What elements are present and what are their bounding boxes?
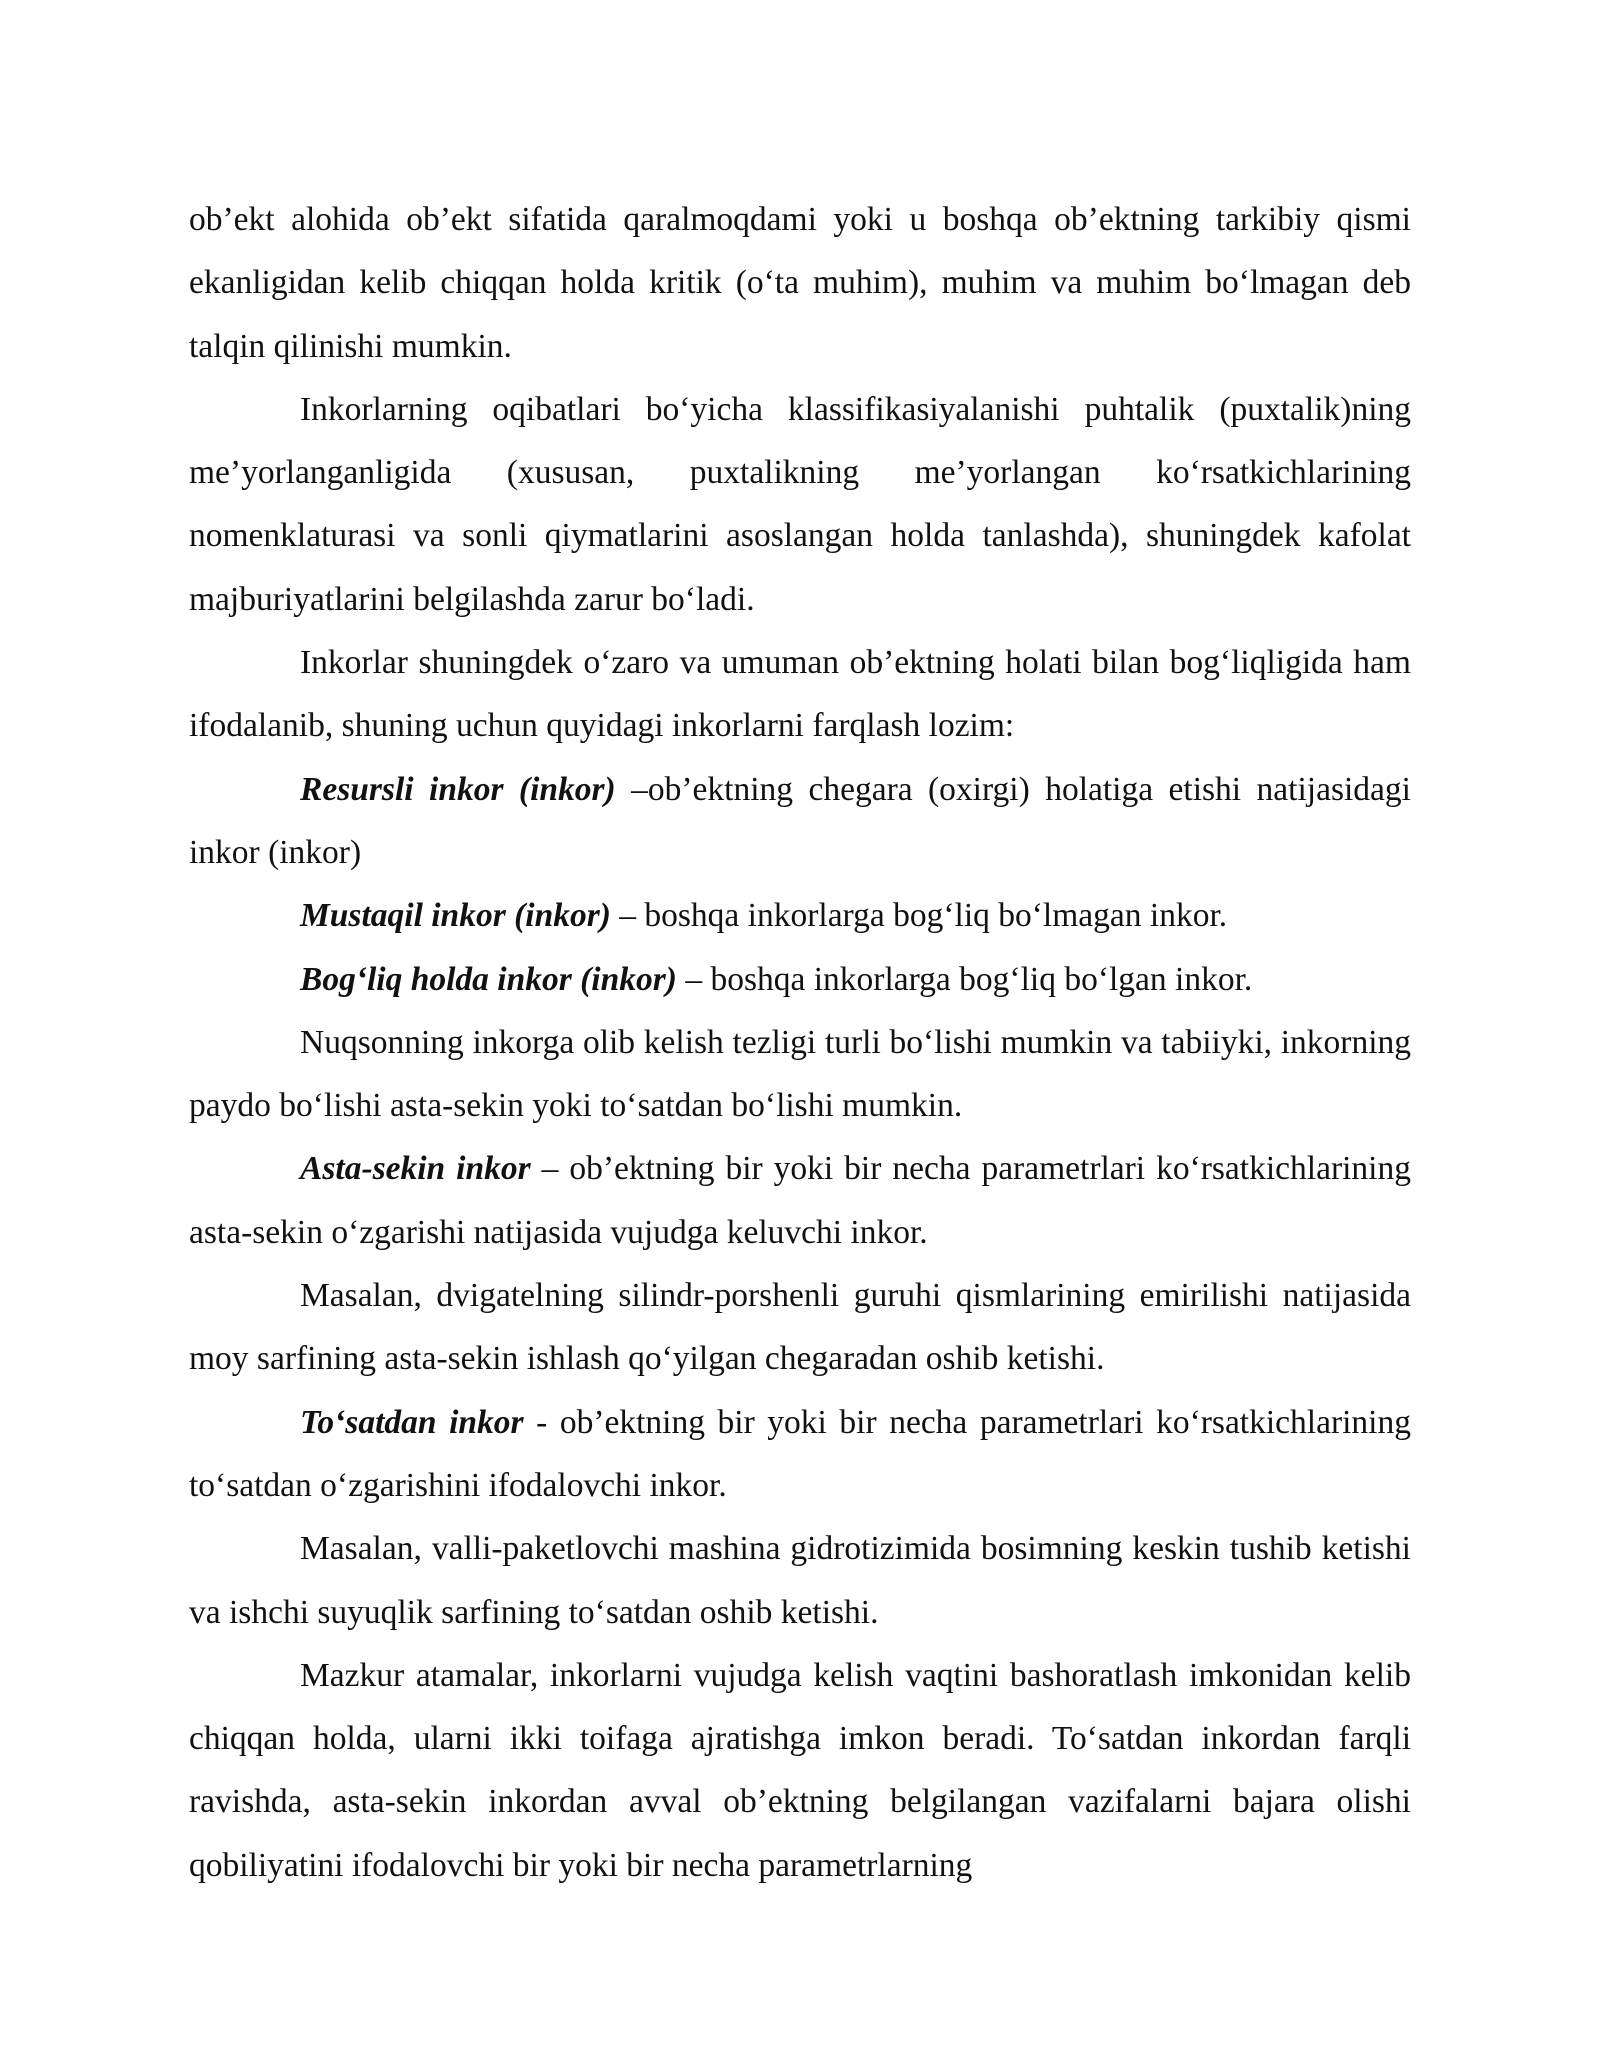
- document-body: [189, 188, 1411, 1897]
- paragraph-text: Inkorlar shuningdek o‘zaro va umuman ob’ektning holati bilan bog‘liqligida ham ifodalanib, shuning uchun quyidagi inkorlarni farqlash lozim:: [189, 644, 1411, 745]
- definition-term: Asta-sekin inkor: [300, 1150, 531, 1188]
- definition-paragraph: [189, 1391, 1411, 1518]
- paragraph-text: ob’ekt alohida ob’ekt sifatida qaralmoqdami yoki u boshqa ob’ektning tarkibiy qismi ekanligidan kelib chiqqan holda kritik (o‘ta muhim), muhim va muhim bo‘lmagan deb talqin qilinishi mumkin.: [189, 201, 1411, 365]
- definition-text: – boshqa inkorlarga bog‘liq bo‘lmagan inkor.: [610, 897, 1228, 935]
- definition-text: –ob’ektning chegara (oxirgi) holatiga etishi natijasidagi inkor (inkor): [189, 770, 1411, 871]
- paragraph: [189, 188, 1411, 378]
- definition-text: – ob’ektning bir yoki bir necha parametrlari ko‘rsatkichlarining asta-sekin o‘zgarishi natijasida vujudga keluvchi inkor.: [189, 1150, 1411, 1251]
- paragraph-text: Inkorlarning oqibatlari bo‘yicha klassifikasiyalanishi puhtalik (puxtalik)ning me’yorlanganligida (xususan, puxtalikning me’yorlangan ko‘rsatkichlarining nomenklaturasi va sonli qiymatlarini asoslangan holda tanlashda), shuningdek kafolat majburiyatlarini belgilashda zarur bo‘ladi.: [189, 390, 1411, 618]
- definition-term: To‘satdan inkor: [300, 1403, 524, 1441]
- definition-paragraph: [189, 884, 1411, 947]
- example-paragraph: [189, 1264, 1411, 1391]
- definition-paragraph: [189, 948, 1411, 1011]
- definition-paragraph: [189, 758, 1411, 885]
- paragraph-text: Masalan, dvigatelning silindr-porshenli guruhi qismlarining emirilishi natijasida moy sarfining asta-sekin ishlash qo‘yilgan chegaradan oshib ketishi.: [189, 1277, 1411, 1378]
- definition-text: – boshqa inkorlarga bog‘liq bo‘lgan inkor.: [676, 960, 1253, 998]
- definition-term: Bog‘liq holda inkor (inkor): [300, 960, 677, 998]
- definition-text: - ob’ektning bir yoki bir necha parametrlari ko‘rsatkichlarining to‘satdan o‘zgarishini ifodalovchi inkor.: [189, 1403, 1411, 1504]
- paragraph-text: Mazkur atamalar, inkorlarni vujudga kelish vaqtini bashoratlash imkonidan kelib chiqqan holda, ularni ikki toifaga ajratishga imkon beradi. To‘satdan inkordan farqli ravishda, asta-sekin inkordan avval ob’ektning belgilangan vazifalarni bajara olishi qobiliyatini ifodalovchi bir yoki bir necha parametrlarning: [189, 1656, 1411, 1884]
- paragraph: [189, 1644, 1411, 1897]
- paragraph: [189, 631, 1411, 758]
- paragraph-text: Masalan, valli-paketlovchi mashina gidrotizimida bosimning keskin tushib ketishi va ishchi suyuqlik sarfining to‘satdan oshib ketishi.: [189, 1530, 1411, 1631]
- paragraph: [189, 1011, 1411, 1138]
- paragraph: [189, 378, 1411, 631]
- example-paragraph: [189, 1517, 1411, 1644]
- definition-term: Resursli inkor (inkor): [300, 770, 616, 808]
- paragraph-text: Nuqsonning inkorga olib kelish tezligi turli bo‘lishi mumkin va tabiiyki, inkorning paydo bo‘lishi asta-sekin yoki to‘satdan bo‘lishi mumkin.: [189, 1023, 1411, 1125]
- definition-term: Mustaqil inkor (inkor): [300, 897, 611, 935]
- definition-paragraph: [189, 1137, 1411, 1264]
